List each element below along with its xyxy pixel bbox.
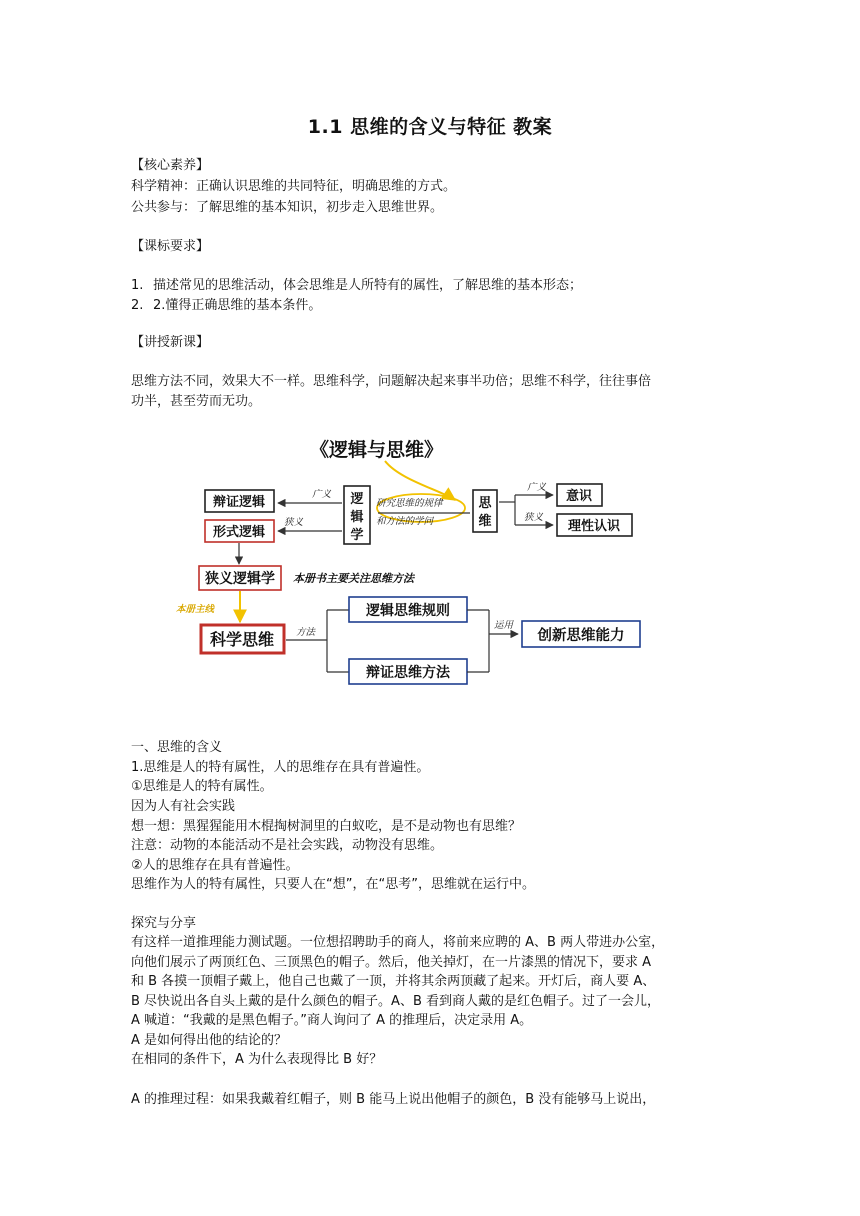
innovation-ability-label: 创新思维能力 <box>537 628 625 644</box>
core-literacy-line-1: 科学精神：正确认识思维的共同特征，明确思维的方式。 <box>131 179 457 194</box>
focus-note: 本册书主要关注思维方法 <box>293 572 414 585</box>
broad-right-label: 广义 <box>527 482 547 493</box>
explore-paragraph-line: 和 B 各摸一顶帽子戴上，他自己也戴了一顶，并将其余两顶藏了起来。开灯后，商人要 A、 <box>131 974 656 989</box>
formal-logic-label: 形式逻辑 <box>212 525 266 540</box>
section-1-line: 因为人有社会实践 <box>131 799 236 814</box>
scientific-thinking-label: 科学思维 <box>209 630 275 649</box>
study-note-line-2: 和方法的学问 <box>376 516 434 527</box>
requirement-text: 描述常见的思维活动，体会思维是人所特有的属性，了解思维的基本形态； <box>153 278 583 293</box>
narrow-right-label: 狭义 <box>524 512 544 523</box>
core-literacy-header: 【核心素养】 <box>131 158 210 173</box>
explore-question: 在相同的条件下，A 为什么表现得比 B 好？ <box>131 1052 383 1067</box>
narrow-logic-label: 狭义逻辑学 <box>205 571 275 587</box>
broad-left-label: 广义 <box>312 489 332 500</box>
logic-char-2: 辑 <box>350 510 364 525</box>
section-1-line: ②人的思维存在具有普遍性。 <box>131 858 299 873</box>
explore-question: A 是如何得出他的结论的？ <box>131 1033 288 1048</box>
answer-line: A 的推理过程：如果我戴着红帽子，则 B 能马上说出他帽子的颜色，B 没有能够马上说出， <box>131 1092 656 1107</box>
section-1-line: 思维作为人的特有属性，只要人在“想”，在“思考”，思维就在运行中。 <box>131 877 535 892</box>
consciousness-label: 意识 <box>565 489 593 504</box>
rational-cognition-label: 理性认识 <box>567 519 621 534</box>
narrow-left-label: 狭义 <box>284 517 304 528</box>
requirement-number: 1. <box>131 278 144 293</box>
explore-share-header: 探究与分享 <box>131 916 197 931</box>
explore-paragraph-line: A 喊道：“我戴的是黑色帽子。”商人询问了 A 的推理后，决定录用 A。 <box>131 1013 533 1028</box>
lesson-paragraph-line-1: 思维方法不同，效果大不一样。思维科学，问题解决起来事半功倍；思维不科学，往往事倍 <box>131 374 652 389</box>
page-title: 1.1 思维的含义与特征 教案 <box>307 116 553 138</box>
section-1-line: 1.思维是人的特有属性，人的思维存在具有普遍性。 <box>131 760 430 775</box>
method-label: 方法 <box>296 627 316 638</box>
dialectic-methods-label: 辩证思维方法 <box>366 665 450 681</box>
main-line-label: 本册主线 <box>176 604 215 615</box>
section-1-line: ①思维是人的特有属性。 <box>131 779 273 794</box>
logical-rules-label: 逻辑思维规则 <box>366 603 450 619</box>
section-1-line: 注意：动物的本能活动不是社会实践，动物没有思维。 <box>131 838 444 853</box>
study-note-line-1: 研究思维的规律 <box>376 498 443 509</box>
new-lesson-header: 【讲授新课】 <box>131 335 210 350</box>
apply-label: 运用 <box>494 620 514 631</box>
diagram-title: 《逻辑与思维》 <box>310 439 444 461</box>
logic-char-3: 学 <box>350 528 364 543</box>
lesson-paragraph-line-2: 功半，甚至劳而无功。 <box>131 394 262 409</box>
dialectic-logic-label: 辩证逻辑 <box>212 495 266 510</box>
logic-char-1: 逻 <box>350 492 364 507</box>
requirement-text: 2.懂得正确思维的基本条件。 <box>153 298 322 313</box>
explore-paragraph-line: 向他们展示了两顶红色、三顶黑色的帽子。然后，他关掉灯，在一片漆黑的情况下，要求 A <box>131 955 652 970</box>
core-literacy-line-2: 公共参与：了解思维的基本知识，初步走入思维世界。 <box>131 200 444 215</box>
section-1-line: 想一想：黑猩猩能用木棍掏树洞里的白蚁吃，是不是动物也有思维？ <box>131 819 522 834</box>
thinking-char-2: 维 <box>478 514 492 529</box>
requirement-number: 2. <box>131 298 144 313</box>
curriculum-requirements-header: 【课标要求】 <box>131 239 210 254</box>
thinking-char-1: 思 <box>478 496 492 511</box>
section-1-header: 一、思维的含义 <box>131 740 223 755</box>
explore-paragraph-line: B 尽快说出各自头上戴的是什么颜色的帽子。A、B 看到商人戴的是红色帽子。过了一会儿， <box>131 994 660 1009</box>
explore-paragraph-line: 有这样一道推理能力测试题。一位想招聘助手的商人，将前来应聘的 A、B 两人带进办公室， <box>131 935 665 950</box>
